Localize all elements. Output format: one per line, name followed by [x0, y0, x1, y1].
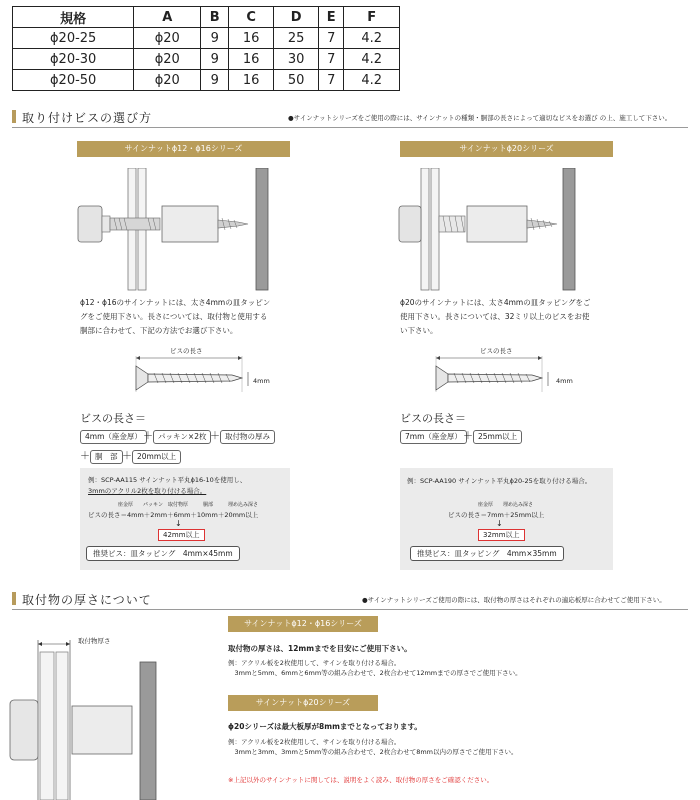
table-header-cell: F: [344, 7, 400, 28]
section-divider: [12, 127, 688, 128]
example-line: 例：SCP-AA115 サインナット平丸ϕ16-10を使用し、: [88, 476, 247, 484]
thickness-label: 取付物厚さ: [78, 637, 111, 645]
formula-term: 7mm（座金厚）: [400, 430, 467, 444]
example-line: 例：SCP-AA190 サインナット平丸ϕ20-25を取り付ける場合。: [407, 477, 592, 485]
table-header-cell: E: [319, 7, 344, 28]
table-cell: 7: [319, 49, 344, 70]
table-row: [13, 49, 400, 70]
section-marker: [12, 110, 16, 123]
table-cell: 7: [319, 70, 344, 91]
table-cell: 25: [274, 28, 319, 49]
table-cell: 16: [229, 28, 274, 49]
down-arrow-icon: ↓: [496, 519, 503, 528]
plus-icon: ＋: [210, 431, 220, 442]
example-result: 32mm以上: [478, 529, 525, 541]
series-label: サインナットϕ12・ϕ16シリーズ: [77, 141, 290, 157]
table-cell: 16: [229, 49, 274, 70]
table-cell: 30: [274, 49, 319, 70]
table-cell: 9: [201, 70, 229, 91]
section-title: 取付物の厚さについて: [22, 593, 152, 607]
example-result: 42mm以上: [158, 529, 205, 541]
sign-nut-assembly-diagram: [70, 168, 280, 292]
block-headline: 取付物の厚さは、12mmまでを目安にご使用下さい。: [228, 644, 412, 653]
table-cell: 50: [274, 70, 319, 91]
sign-nut-assembly-diagram: [395, 168, 605, 292]
table-header-cell: 規格: [13, 7, 134, 28]
formula-term: 胴 部: [90, 450, 123, 464]
recommended-screw: 推奨ビス：皿タッピング 4mm×35mm: [410, 546, 564, 561]
warning-note: ※上記以外のサインナットに関しては、説明をよく読み、取付物の厚さをご確認ください。: [228, 776, 494, 784]
example-formula: ビスの長さ＝7mm＋25mm以上: [448, 511, 545, 519]
table-cell: 4.2: [344, 49, 400, 70]
block-line: 3mmと3mm、3mmと5mm等の組み合わせで、2枚合わせて8mm以内の厚さでご使用下さい。: [228, 748, 518, 756]
table-cell: ϕ20: [134, 49, 201, 70]
recommended-screw: 推奨ビス：皿タッピング 4mm×45mm: [86, 546, 240, 561]
section-marker: [12, 592, 16, 605]
formula-term: 25mm以上: [473, 430, 522, 444]
section-title: 取り付けビスの選び方: [22, 111, 153, 125]
description-line: ϕ12・ϕ16のサインナットには、太さ4mmの皿タッピン: [80, 298, 271, 307]
table-cell: 9: [201, 49, 229, 70]
table-cell: 16: [229, 70, 274, 91]
table-row: [13, 70, 400, 91]
description-line: グをご使用下さい。長さについては、取付物と使用する: [80, 312, 268, 321]
countersunk-screw-icon: [128, 352, 268, 396]
table-cell: ϕ20: [134, 70, 201, 91]
plus-icon: ＋: [122, 451, 132, 462]
table-cell: 9: [201, 28, 229, 49]
table-header-cell: C: [229, 7, 274, 28]
table-cell: ϕ20-50: [13, 70, 134, 91]
description-line: い下さい。: [400, 326, 438, 335]
table-cell: 4.2: [344, 28, 400, 49]
screw-diameter-label: 4mm: [253, 377, 270, 385]
formula-title: ビスの長さ＝: [400, 412, 466, 425]
table-cell: ϕ20: [134, 28, 201, 49]
section-divider: [12, 609, 688, 610]
table-row: [13, 28, 400, 49]
table-header-row: [13, 7, 400, 28]
formula-term: 取付物の厚み: [220, 430, 275, 444]
example-line: 3mmのアクリル2枚を取り付ける場合。: [88, 487, 207, 495]
section-note: ●サインナットシリーズをご使用の際には、サインナットの種類・胴部の長さによって適切なビスをお選び の上、施工して下さい。: [288, 114, 672, 122]
plus-icon: ＋: [143, 431, 153, 442]
description-line: 使用下さい。長さについては、32ミリ以上のビスをお使: [400, 312, 590, 321]
table-cell: 4.2: [344, 70, 400, 91]
formula-term: パッキン×2枚: [153, 430, 211, 444]
series-label: サインナットϕ12・ϕ16シリーズ: [228, 616, 378, 632]
panel-thickness-diagram: [0, 632, 175, 800]
screw-length-label: ビスの長さ: [480, 347, 513, 355]
down-arrow-icon: ↓: [175, 519, 182, 528]
table-cell: ϕ20-25: [13, 28, 134, 49]
formula-term: 4mm（座金厚）: [80, 430, 147, 444]
formula-title: ビスの長さ＝: [80, 412, 146, 425]
description-line: 胴部に合わせて、下記の方法でお選び下さい。: [80, 326, 238, 335]
block-line: 3mmと5mm、6mmと6mm等の組み合わせで、2枚合わせて12mmまでの厚さでご使用下さい。: [228, 669, 522, 677]
table-header-cell: A: [134, 7, 201, 28]
table-header-cell: B: [201, 7, 229, 28]
example-sub-labels: 座金厚 埋め込み深さ: [478, 502, 534, 508]
example-formula: ビスの長さ＝4mm＋2mm＋6mm＋10mm＋20mm以上: [88, 511, 259, 519]
description-line: ϕ20のサインナットには、太さ4mmの皿タッピングをご: [400, 298, 591, 307]
screw-length-label: ビスの長さ: [170, 347, 203, 355]
series-label: サインナットϕ20シリーズ: [228, 695, 378, 711]
table-cell: 7: [319, 28, 344, 49]
section-note: ●サインナットシリーズご使用の際には、取付物の厚さはそれぞれの適応板厚に合わせてご使用下さい。: [362, 596, 666, 604]
formula-term: 20mm以上: [132, 450, 181, 464]
series-label: サインナットϕ20シリーズ: [400, 141, 613, 157]
block-headline: ϕ20シリーズは最大板厚が8mmまでとなっております。: [228, 722, 422, 731]
screw-diameter-label: 4mm: [556, 377, 573, 385]
table-header-cell: D: [274, 7, 319, 28]
block-line: 例：アクリル板を2枚使用して、サインを取り付ける場合。: [228, 659, 401, 667]
countersunk-screw-icon: [428, 352, 568, 396]
spec-table: [12, 6, 400, 91]
table-cell: ϕ20-30: [13, 49, 134, 70]
example-sub-labels: 座金厚 パッキン 取付物厚 胴部 埋め込み深さ: [118, 502, 258, 508]
plus-icon: ＋: [80, 451, 90, 462]
block-line: 例：アクリル板を2枚使用して、サインを取り付ける場合。: [228, 738, 401, 746]
plus-icon: ＋: [463, 431, 473, 442]
